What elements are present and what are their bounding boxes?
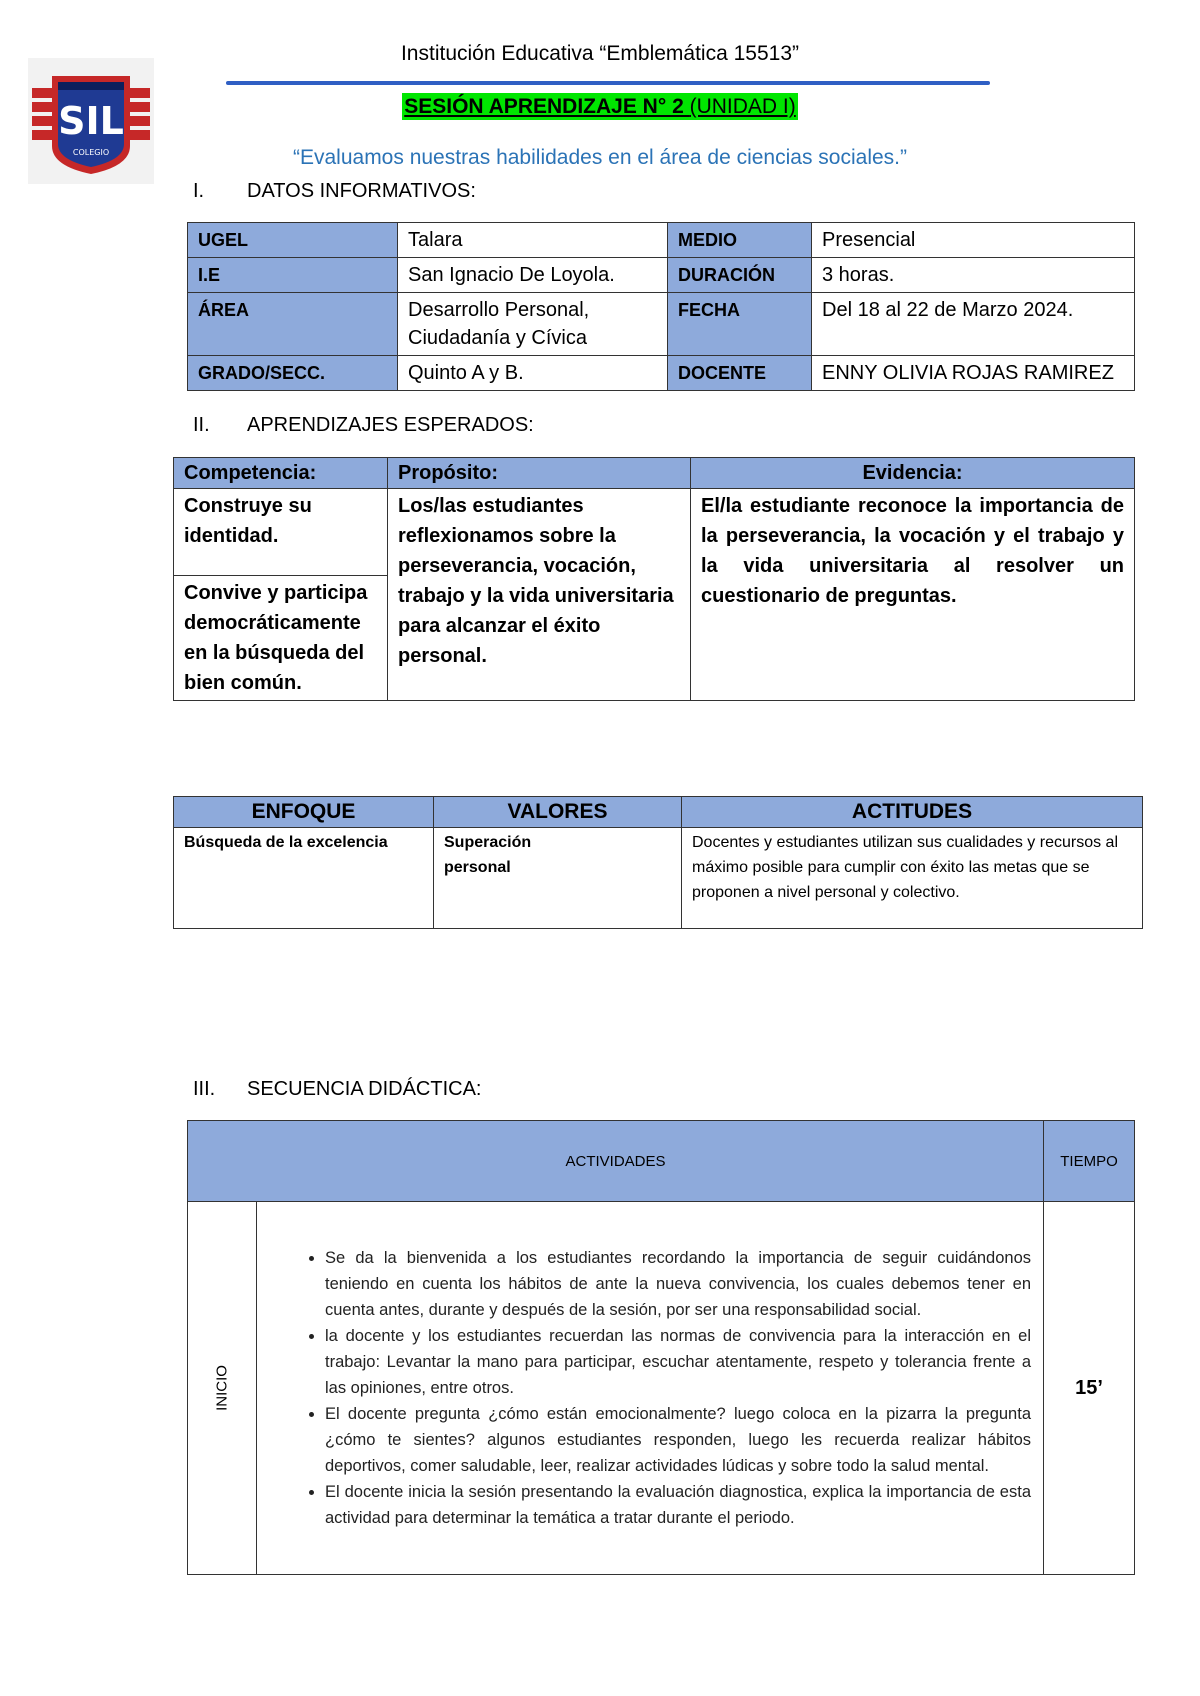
section-number: I. <box>193 180 205 202</box>
session-title-unit: (UNIDAD I) <box>689 95 796 118</box>
label-cell: I.E <box>188 258 398 293</box>
label-cell: GRADO/SECC. <box>188 356 398 391</box>
header-proposito: Propósito: <box>388 458 691 489</box>
evidencia-cell: El/la estudiante reconoce la importancia de la perseverancia, la vocación y el trabajo y la vida universitaria al resolver un cuestionario de preguntas. <box>691 489 1135 701</box>
session-subtitle: “Evaluamos nuestras habilidades en el área de ciencias sociales.” <box>292 146 907 169</box>
enfoque-table <box>173 796 1143 929</box>
table-row <box>174 489 1135 576</box>
area-line-2: Ciudadanía y Cívica <box>408 327 587 349</box>
list-item: • El docente inicia la sesión presentando la evaluación diagnostica, explica la importancia de esta actividad para determinar la temática a tratar durante el periodo. <box>325 1479 1031 1531</box>
session-title <box>0 95 1200 119</box>
value-cell <box>398 293 668 356</box>
value-cell: Presencial <box>812 223 1135 258</box>
competencia-2-cell: Convive y participa democráticamente en la búsqueda del bien común. <box>174 576 388 701</box>
actitudes-cell: Docentes y estudiantes utilizan sus cualidades y recursos al máximo posible para cumplir con éxito las metas que se proponen a nivel personal y colectivo. <box>682 828 1143 929</box>
valor-line-1: Superación <box>444 834 532 851</box>
label-cell: DURACIÓN <box>668 258 812 293</box>
datos-table <box>187 222 1135 391</box>
aprendizajes-table <box>173 457 1135 701</box>
section-number: III. <box>193 1078 216 1100</box>
section-secuencia-heading <box>193 1078 481 1101</box>
section-title: SECUENCIA DIDÁCTICA: <box>247 1078 482 1100</box>
section-aprendizajes-heading <box>193 414 534 437</box>
section-number: II. <box>193 414 210 436</box>
table-header-row <box>174 458 1135 489</box>
table-header-row <box>188 1121 1135 1202</box>
table-row <box>188 356 1135 391</box>
table-row <box>188 1202 1135 1575</box>
institution-name: Institución Educativa “Emblemática 15513” <box>400 42 800 65</box>
value-cell: San Ignacio De Loyola. <box>398 258 668 293</box>
header-actividades: ACTIVIDADES <box>188 1121 1044 1202</box>
value-cell: Talara <box>398 223 668 258</box>
session-title-main: SESIÓN APRENDIZAJE N° 2 <box>404 95 690 118</box>
label-cell: UGEL <box>188 223 398 258</box>
time-cell: 15’ <box>1044 1202 1135 1575</box>
valores-cell <box>434 828 682 929</box>
secuencia-table <box>187 1120 1135 1575</box>
table-row <box>188 258 1135 293</box>
header-competencia: Competencia: <box>174 458 388 489</box>
header-valores: VALORES <box>434 797 682 828</box>
phase-cell <box>188 1202 257 1575</box>
section-datos-heading <box>193 180 476 203</box>
list-item: • El docente pregunta ¿cómo están emocionalmente? luego coloca en la pizarra la pregunta ¿cómo te sientes? algunos estudiantes responden, luego les recuerda realizar hábitos deportivos, comer saludable, leer, realizar actividades lúdicas y sobre todo la salud mental. <box>325 1401 1031 1479</box>
value-cell: Del 18 al 22 de Marzo 2024. <box>812 293 1135 356</box>
activities-cell <box>257 1202 1044 1575</box>
table-row <box>188 293 1135 356</box>
label-cell: ÁREA <box>188 293 398 356</box>
value-cell: Quinto A y B. <box>398 356 668 391</box>
header-divider <box>226 81 990 85</box>
logo-text: SIL <box>58 99 124 143</box>
section-title: APRENDIZAJES ESPERADOS: <box>247 414 534 436</box>
section-title: DATOS INFORMATIVOS: <box>247 180 476 202</box>
activities-list <box>285 1245 1031 1531</box>
table-header-row <box>174 797 1143 828</box>
value-cell: 3 horas. <box>812 258 1135 293</box>
header-actitudes: ACTITUDES <box>682 797 1143 828</box>
header-tiempo: TIEMPO <box>1044 1121 1135 1202</box>
list-item: • Se da la bienvenida a los estudiantes recordando la importancia de seguir cuidándonos teniendo en cuenta los hábitos de ante la nueva convivencia, los cuales debemos tener en cuenta antes, durante y después de la sesión, por ser una responsabilidad social. <box>325 1245 1031 1323</box>
value-cell: ENNY OLIVIA ROJAS RAMIREZ <box>812 356 1135 391</box>
valor-line-2: personal <box>444 859 511 876</box>
table-row <box>188 223 1135 258</box>
label-cell: DOCENTE <box>668 356 812 391</box>
competencia-1-cell: Construye su identidad. <box>174 489 388 576</box>
list-item: • la docente y los estudiantes recuerdan las normas de convivencia para la interacción en el trabajo: Levantar la mano para participar, escuchar atentamente, respeto y tolerancia frente a las opiniones, entre otros. <box>325 1323 1031 1401</box>
label-cell: FECHA <box>668 293 812 356</box>
table-row <box>174 828 1143 929</box>
proposito-cell: Los/las estudiantes reflexionamos sobre la perseverancia, vocación, trabajo y la vida universitaria para alcanzar el éxito personal. <box>388 489 691 701</box>
enfoque-cell: Búsqueda de la excelencia <box>174 828 434 929</box>
phase-label: INICIO <box>213 1365 231 1411</box>
label-cell: MEDIO <box>668 223 812 258</box>
header-evidencia: Evidencia: <box>691 458 1135 489</box>
header-enfoque: ENFOQUE <box>174 797 434 828</box>
logo-caption: COLEGIO <box>72 148 110 157</box>
area-line-1: Desarrollo Personal, <box>408 299 590 321</box>
